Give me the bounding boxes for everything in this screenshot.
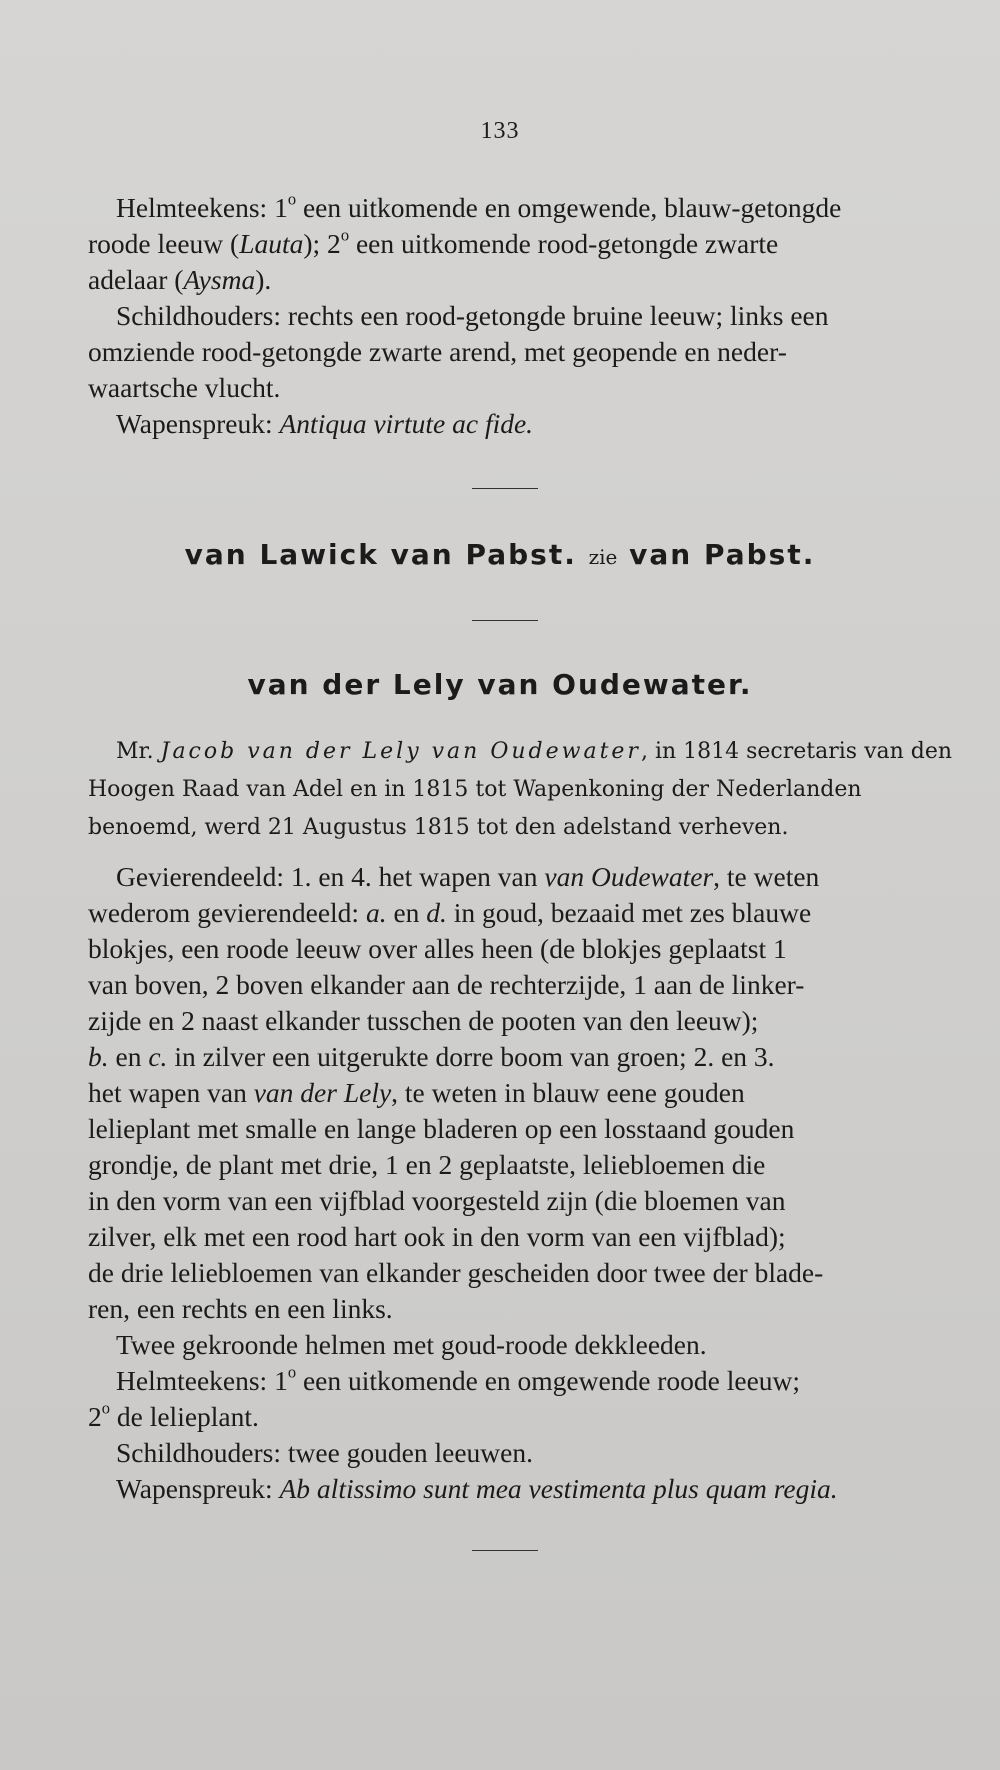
desc-line-3: blokjes, een roode leeuw over alles heen (de blokjes geplaatst 1 xyxy=(88,933,787,964)
helmteekens-line-1: Helmteekens: 1$^o$ een uitkomende en omgewende roode leeuw; xyxy=(116,1362,801,1396)
wapenspreuk-line: Wapenspreuk: Antiqua virtute ac fide. xyxy=(116,408,534,439)
desc-line-4: van boven, 2 boven elkander aan de rechterzijde, 1 aan de linker- xyxy=(88,969,805,1000)
schildhouders-line-1: Schildhouders: rechts een rood-getongde bruine leeuw; links een xyxy=(116,300,829,331)
desc-line-8: lelieplant met smalle en lange bladeren op een losstaand gouden xyxy=(88,1113,795,1144)
schildhouders-line-2: omziende rood-getongde zwarte arend, met geopende en neder- xyxy=(88,336,787,367)
top-entry xyxy=(88,190,928,442)
desc-line-11: zilver, elk met een rood hart ook in den vorm van een vijfblad); xyxy=(88,1221,786,1252)
page-number: 133 xyxy=(480,118,520,144)
desc-line-1: Gevierendeeld: 1. en 4. het wapen van van Oudewater, te weten xyxy=(116,861,820,892)
schildhouders-line: Schildhouders: twee gouden leeuwen. xyxy=(116,1437,533,1468)
separator-rule xyxy=(472,1550,538,1551)
desc-line-12: de drie leliebloemen van elkander gescheiden door twee der blade- xyxy=(88,1257,824,1288)
helmteekens-line-2: 2$^o$ de lelieplant. xyxy=(88,1398,259,1432)
desc-line-9: grondje, de plant met drie, 1 en 2 geplaatste, leliebloemen die xyxy=(88,1149,766,1180)
helmen-line: Twee gekroonde helmen met goud-roode dekkleeden. xyxy=(116,1329,707,1360)
desc-line-10: in den vorm van een vijfblad voorgesteld zijn (die bloemen van xyxy=(88,1185,786,1216)
separator-rule xyxy=(472,488,538,489)
desc-line-13: ren, een rechts en een links. xyxy=(88,1293,393,1324)
intro-line-3: benoemd, werd 21 Augustus 1815 tot den adelstand verheven. xyxy=(88,815,789,840)
motto: Ab altissimo sunt mea vestimenta plus quam regia. xyxy=(279,1473,838,1504)
desc-line-7: het wapen van van der Lely, te weten in blauw eene gouden xyxy=(88,1077,745,1108)
helmteekens-line-2: roode leeuw (Lauta); 2$^o$ een uitkomende rood-getongde zwarte xyxy=(88,225,779,259)
intro-line-1: Mr. Jacob van der Lely van Oudewater, in 1814 secretaris van den xyxy=(116,739,953,764)
helmteekens-line-3: adelaar (Aysma). xyxy=(88,264,272,295)
cross-reference-heading: van Lawick van Pabst. zie van Pabst. xyxy=(184,538,816,571)
entry-title: van der Lely van Oudewater. xyxy=(247,668,753,701)
intro-line-2: Hoogen Raad van Adel en in 1815 tot Wapenkoning der Nederlanden xyxy=(88,777,862,802)
helmteekens-label: Helmteekens: xyxy=(116,192,268,223)
separator-rule xyxy=(472,620,538,621)
helmteekens-line-1: Helmteekens: 1$^o$ een uitkomende en omgewende, blauw-getongde xyxy=(116,189,842,223)
desc-line-2: wederom gevierendeeld: a. en d. in goud, bezaaid met zes blauwe xyxy=(88,897,812,928)
schildhouders-line-3: waartsche vlucht. xyxy=(88,372,281,403)
motto: Antiqua virtute ac fide. xyxy=(279,408,534,439)
wapenspreuk-line: Wapenspreuk: Ab altissimo sunt mea vestimenta plus quam regia. xyxy=(116,1473,838,1504)
main-entry xyxy=(88,733,953,1507)
desc-line-5: zijde en 2 naast elkander tusschen de pooten van den leeuw); xyxy=(88,1005,759,1036)
desc-line-6: b. en c. in zilver een uitgerukte dorre boom van groen; 2. en 3. xyxy=(88,1041,775,1072)
